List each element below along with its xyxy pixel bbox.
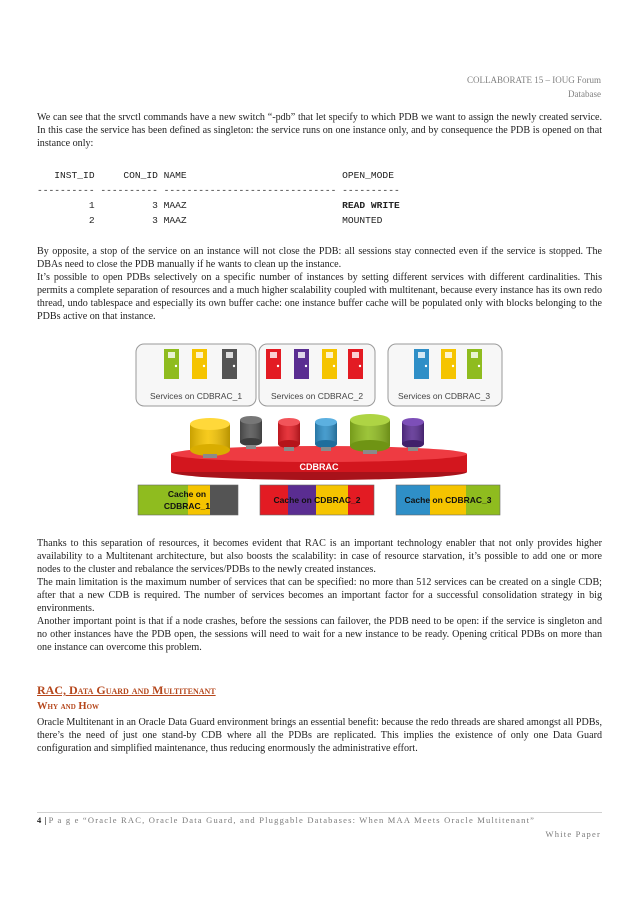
paragraph-selective-open: It’s possible to open PDBs selectively on a specific number of instances by setting different services with different cardinalities. This permits a complete separation of resources and a much higher scalability coupled with multitenant, because every instance has its own redo thread, undo tablespace and especially its own buffer cache: one instance buffer cache will be populated only with blocks belonging to the PDBs active on that instance. xyxy=(37,272,602,322)
cache-label: Cache on xyxy=(167,489,207,499)
service-door-icon xyxy=(266,349,281,379)
service-door-icon xyxy=(294,349,309,379)
query-header: INST_ID CON_ID NAME OPEN_MODE xyxy=(37,170,394,181)
cache-cdbrac-3 xyxy=(396,485,500,515)
pdb-cylinder-icon xyxy=(350,414,390,454)
service-group-label: Services on CDBRAC_3 xyxy=(397,391,491,401)
query-output xyxy=(37,168,400,228)
service-group-label: Services on CDBRAC_1 xyxy=(149,391,243,401)
header-track: Database xyxy=(568,89,601,99)
pdb-cylinder-icon xyxy=(240,416,262,449)
query-separator: ---------- ---------- ------------------------------ ---------- xyxy=(37,185,400,196)
service-group-2 xyxy=(259,344,375,406)
pdb-cylinder-icon xyxy=(278,418,300,451)
page-footer: 4 | P a g e “Oracle RAC, Oracle Data Guard, and Pluggable Databases: When MAA Meets Oracle Multitenant” xyxy=(37,815,536,825)
paragraph-stop-service: By opposite, a stop of the service on an instance will not close the PDB: all sessions stay connected even if the service is stopped. The DBAs need to close the PDB manually if he wants to clean up the instance. xyxy=(37,246,602,270)
cdb-label: CDBRAC xyxy=(299,462,339,472)
service-door-icon xyxy=(222,349,237,379)
service-door-icon xyxy=(348,349,363,379)
query-row: 2 3 MAAZ MOUNTED xyxy=(37,215,383,226)
page-number: 4 xyxy=(37,815,42,825)
pdb-cylinder-icon xyxy=(402,418,424,451)
service-group-1 xyxy=(136,344,256,406)
service-group-label: Services on CDBRAC_2 xyxy=(270,391,364,401)
service-door-icon xyxy=(164,349,179,379)
paragraph-node-crash: Another important point is that if a node crashes, before the sessions can failover, the PDB need to be open: if the service is singleton and no other instances have the PDB open, the sessions will need to wait for a new instance to be ready. Opening critical PDBs on more than one instance can overcome this problem. xyxy=(37,616,602,653)
paragraph-main-limitation: The main limitation is the maximum number of services that can be specified: no more than 512 services can be created on a single CDB; after that a new CDB is required. The number of services becomes an important factor for a successful consolidation strategy in big environments. xyxy=(37,577,602,614)
service-door-icon xyxy=(414,349,429,379)
pdb-cylinder-icon xyxy=(315,418,337,451)
paragraph-data-guard-benefit: Oracle Multitenant in an Oracle Data Guard environment brings an essential benefit: because the redo threads are shared amongst all PDBs, there’s the need of just one stand-by CDB where all the PDBs are replicated. This implies the existence of only one Data Guard configuration and simplified maintenance, thus reducing enormously the administrative effort. xyxy=(37,717,602,754)
page-header xyxy=(467,73,601,101)
service-door-icon xyxy=(192,349,207,379)
cache-label: CDBRAC_1 xyxy=(163,501,211,511)
cache-cdbrac-2 xyxy=(260,485,374,515)
service-door-icon xyxy=(441,349,456,379)
subsection-heading: Why and How xyxy=(37,701,100,712)
footer-divider xyxy=(37,812,602,813)
section-heading: RAC, Data Guard and Multitenant xyxy=(37,683,216,697)
cache-label: Cache on CDBRAC_3 xyxy=(404,495,492,505)
page-label: P a g e xyxy=(48,815,80,825)
cache-label: Cache on CDBRAC_2 xyxy=(273,495,361,505)
paper-title: “Oracle RAC, Oracle Data Guard, and Pluggable Databases: When MAA Meets Oracle Multitenant” xyxy=(82,815,536,825)
service-door-icon xyxy=(467,349,482,379)
paragraph-separation-resources: Thanks to this separation of resources, it becomes evident that RAC is an important technology enabler that not only provides higher availability to a Multitenant architecture, but also boosts the scalability: in case of resource starvation, it’s possible to add one or more nodes to the cluster and rebalance the services/PDBs to the newly created instances. xyxy=(37,538,602,575)
service-group-3 xyxy=(388,344,502,406)
paragraph-srvctl-pdb: We can see that the srvctl commands have a new switch “-pdb” that let specify to which PDB we want to assign the newly created service. In this case the service has been defined as singleton: the service runs on one instance only, and by consequence the PDB is opened on that instance only: xyxy=(37,112,602,149)
query-row: 1 3 MAAZ READ WRITE xyxy=(37,200,400,211)
header-event: COLLABORATE 15 – IOUG Forum xyxy=(467,75,601,85)
service-door-icon xyxy=(322,349,337,379)
rac-multitenant-diagram xyxy=(134,342,504,520)
footer-doc-type: White Paper xyxy=(545,829,601,839)
open-mode-value: READ WRITE xyxy=(342,200,400,211)
cache-cdbrac-1 xyxy=(138,485,238,515)
open-mode-value: MOUNTED xyxy=(342,215,383,226)
pdb-cylinder-icon xyxy=(190,418,230,458)
